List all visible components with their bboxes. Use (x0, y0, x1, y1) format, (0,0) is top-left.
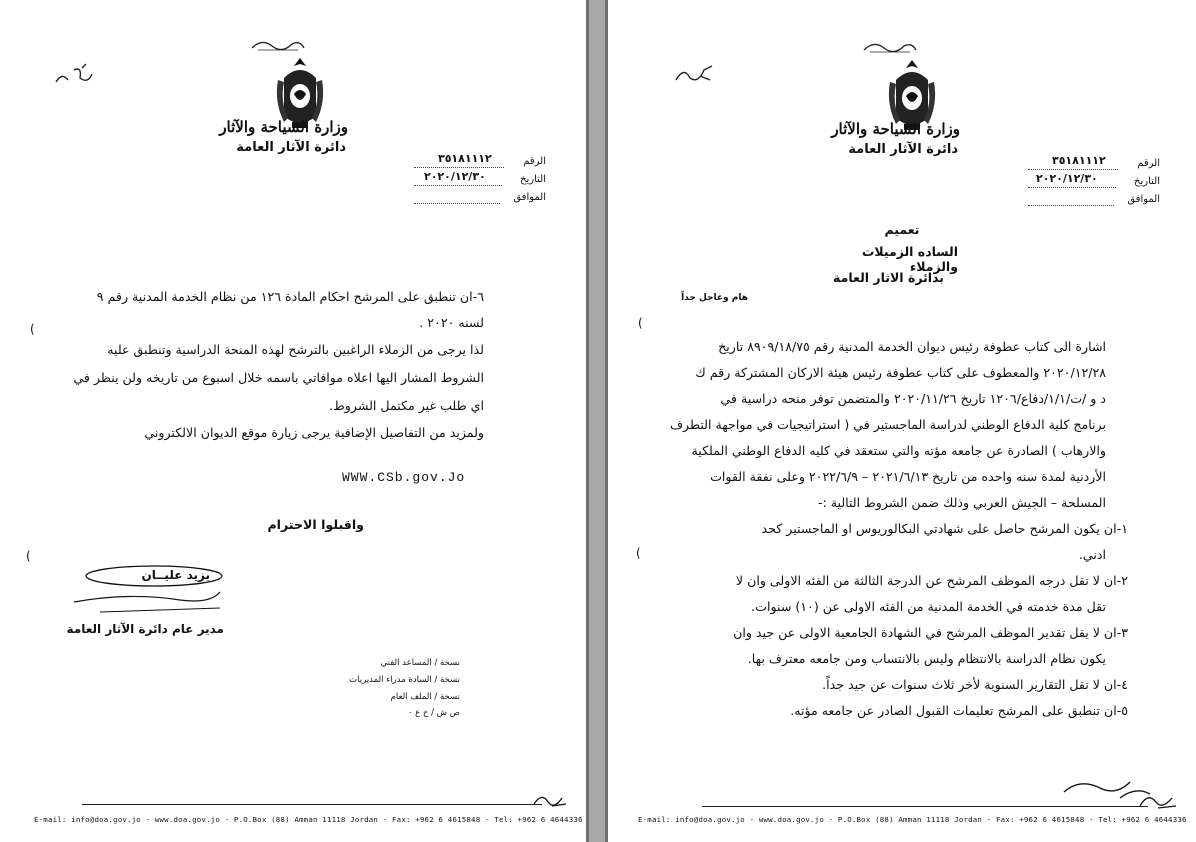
website-url: WWW.CSb.gov.Jo (342, 470, 466, 485)
body-line-2: ٢٠٢٠/١٢/٢٨ والمعطوف على كتاب عطوفة رئيس هيئة الاركان المشتركة رقم ك (695, 365, 1106, 380)
body-line-4: الشروط المشار اليها اعلاه موافاتي باسمه خلال اسبوع من تاريخه ولن ينظر في (73, 370, 484, 385)
addressee-line-1: الساده الزميلات والزملاء (861, 244, 958, 274)
royal-script-mark (860, 38, 920, 56)
ref-dotted-line (414, 167, 504, 168)
body-line-5: والارهاب ) الصادرة عن جامعه مؤته والتي ستعقد في كليه الدفاع الوطني الملكية (691, 443, 1106, 458)
condition-4: ٤-ان لا تقل التقارير السنوية لأخر ثلاث سنوات عن جيد جداً. (822, 677, 1128, 692)
signatory-name: يزيد عليــان (141, 568, 210, 582)
body-line-1: ٦-ان تنطبق على المرشح احكام المادة ١٢٦ من نظام الخدمة المدنية رقم ٩ (96, 289, 484, 304)
condition-2: ٢-ان لا تقل درجه الموظف المرشح عن الدرجة الثالثة من الفئه الاولى وان لا (735, 573, 1128, 588)
department-name: دائرة الآثار العامة (236, 140, 346, 155)
handwritten-initials-icon (532, 790, 568, 812)
body-line-1: اشارة الى كتاب عطوفة رئيس ديوان الخدمة المدنية رقم ٨٩٠٩/١٨/٧٥ تاريخ (718, 339, 1106, 354)
margin-mark: ( (30, 322, 35, 336)
condition-3: ٣-ان لا يقل تقدير الموظف المرشح في الشهادة الجامعية الاولى عن جيد وان (733, 625, 1128, 640)
cc-line-4: ص ش / خ ع ٠ (407, 708, 460, 718)
body-line-3: د و /ت/١/١/دفاع/١٢٠٦ تاريخ ٢٠٢٠/١١/٢٦ والمتضمن توفر منحه دراسية في (720, 391, 1106, 406)
date-value: ٢٠٢٠/١٢/٣٠ (1036, 172, 1098, 185)
body-line-6: الأردنية لمدة سنه واحده من تاريخ ٢٠٢١/٦/١٣ – ٢٠٢٢/٦/٩ وعلى نفقة القوات (710, 469, 1106, 484)
ref-label: الرقم (523, 156, 546, 167)
condition-5: ٥-ان تنطبق على المرشح تعليمات القبول الصادر عن جامعه مؤته. (790, 703, 1128, 718)
handwritten-annotation-icon (52, 62, 96, 88)
date-label: التاريخ (520, 174, 546, 185)
date-value: ٢٠٢٠/١٢/٣٠ (424, 170, 486, 183)
footer-contact: E-mail: info@doa.gov.jo - www.doa.gov.jo - P.O.Box (88) Amman 11118 Jordan - Fax: +962 6 4615848 - Tel: +962 6 4644336 (34, 815, 583, 824)
corresponding-dotted-line (414, 203, 500, 204)
footer-rule (702, 806, 1148, 807)
cc-line-3: نسخة / الملف العام (390, 692, 460, 702)
ref-value: ٣٥١٨١١١٢ (1052, 154, 1106, 167)
closing-text: واقبلوا الاحترام (267, 517, 364, 532)
ministry-name: وزارة السياحة والآثار (219, 118, 348, 136)
corresponding-label: الموافق (1127, 194, 1160, 205)
body-line-6: ولمزيد من التفاصيل الإضافية يرجى زيارة موقع الديوان الالكتروني (144, 425, 484, 440)
footer-contact: E-mail: info@doa.gov.jo - www.doa.gov.jo - P.O.Box (88) Amman 11118 Jordan - Fax: +962 6 4615848 - Tel: +962 6 4644336 (638, 815, 1187, 824)
addressee-line-2: بدائرة الاثار العامة (833, 270, 944, 285)
date-dotted-line (414, 185, 502, 186)
date-label: التاريخ (1134, 176, 1160, 187)
royal-script-mark (248, 36, 308, 54)
handwritten-annotation-icon (672, 62, 716, 86)
ref-value: ٣٥١٨١١١٢ (438, 152, 492, 165)
urgency-note: هام وعاجل جداً (681, 293, 748, 303)
margin-mark: ( (636, 546, 641, 560)
department-name: دائرة الآثار العامة (848, 142, 958, 157)
margin-mark: ( (26, 549, 31, 563)
condition-1-cont: ادني. (1078, 547, 1106, 562)
cc-line-2: نسخة / السادة مدراء المديريات (349, 675, 460, 685)
margin-mark: ( (638, 316, 643, 330)
ref-dotted-line (1028, 169, 1118, 170)
body-line-7: المسلحة – الجيش العربي وذلك ضمن الشروط التالية :- (817, 495, 1106, 510)
ministry-name: وزارة السياحة والآثار (831, 120, 960, 138)
footer-rule (82, 804, 542, 805)
condition-2-cont: تقل مدة خدمته في الخدمة المدنية من الفئه الاولى عن (١٠) سنوات. (751, 599, 1106, 614)
body-line-4: برنامج كلية الدفاع الوطني لدراسة الماجستير في ( استراتيجيات في مواجهة التطرف (670, 417, 1106, 432)
corresponding-label: الموافق (513, 192, 546, 203)
circular-heading: تعميم (884, 222, 920, 237)
handwritten-initials-icon (1138, 790, 1178, 814)
document-page-left (0, 0, 586, 842)
condition-1: ١-ان يكون المرشح حاصل على شهادتي البكالوريوس او الماجستير كحد (761, 521, 1128, 536)
signatory-title: مدير عام دائرة الآثار العامة (66, 622, 224, 636)
date-dotted-line (1028, 187, 1116, 188)
page-gutter (586, 0, 608, 842)
condition-3-cont: يكون نظام الدراسة بالانتظام وليس بالانتساب ومن جامعه معترف بها. (747, 651, 1106, 666)
body-line-5: اي طلب غير مكتمل الشروط. (329, 398, 484, 413)
body-line-2: لسنه ٢٠٢٠ . (419, 315, 484, 330)
ref-label: الرقم (1137, 158, 1160, 169)
document-page-right (608, 0, 1196, 842)
corresponding-dotted-line (1028, 205, 1114, 206)
cc-line-1: نسخة / المساعد الفني (380, 658, 460, 668)
body-line-3: لذا يرجى من الزملاء الراغبين بالترشح لهذه المنحة الدراسية وتنطبق عليه (107, 342, 484, 357)
